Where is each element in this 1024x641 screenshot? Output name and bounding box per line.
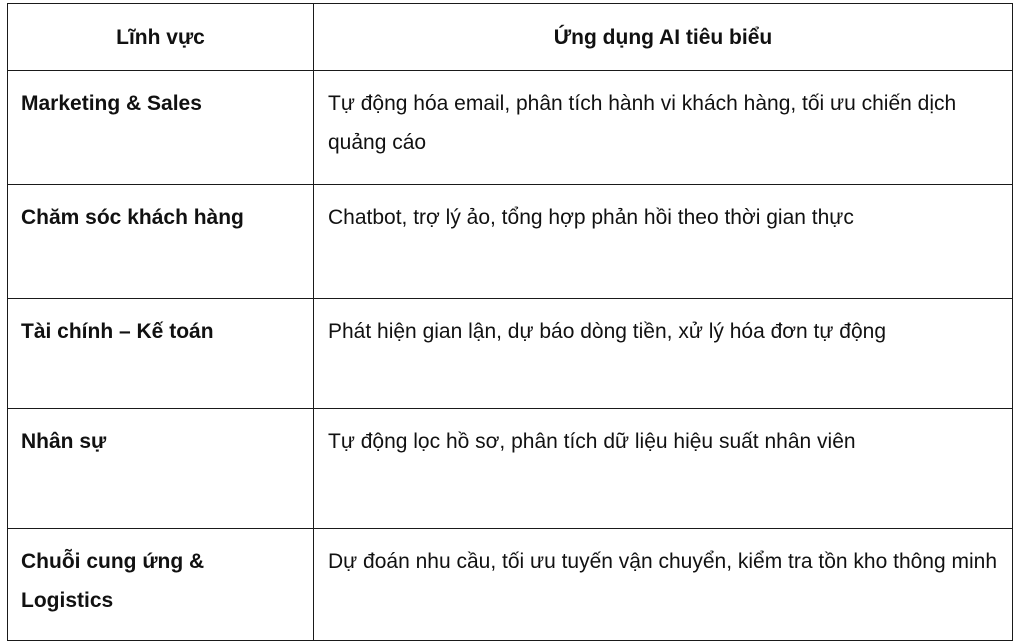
row-field-cell: Nhân sự [8, 409, 314, 529]
row-application-cell: Chatbot, trợ lý ảo, tổng hợp phản hồi theo thời gian thực [314, 185, 1013, 299]
header-field: Lĩnh vực [8, 4, 314, 71]
row-field-cell: Marketing & Sales [8, 71, 314, 185]
header-application: Ứng dụng AI tiêu biểu [314, 4, 1013, 71]
row-application-cell: Phát hiện gian lận, dự báo dòng tiền, xử lý hóa đơn tự động [314, 299, 1013, 409]
table-row [8, 409, 1013, 529]
table-row [8, 299, 1013, 409]
ai-applications-table [7, 3, 1013, 641]
table-header-row [8, 4, 1013, 71]
row-field-cell: Chuỗi cung ứng & Logistics [8, 529, 314, 641]
row-application-cell: Tự động hóa email, phân tích hành vi khách hàng, tối ưu chiến dịch quảng cáo [314, 71, 1013, 185]
table-row [8, 71, 1013, 185]
table-row [8, 185, 1013, 299]
row-application-cell: Tự động lọc hồ sơ, phân tích dữ liệu hiệu suất nhân viên [314, 409, 1013, 529]
row-field-cell: Tài chính – Kế toán [8, 299, 314, 409]
row-application-cell: Dự đoán nhu cầu, tối ưu tuyến vận chuyển, kiểm tra tồn kho thông minh [314, 529, 1013, 641]
table-row [8, 529, 1013, 641]
row-field-cell: Chăm sóc khách hàng [8, 185, 314, 299]
